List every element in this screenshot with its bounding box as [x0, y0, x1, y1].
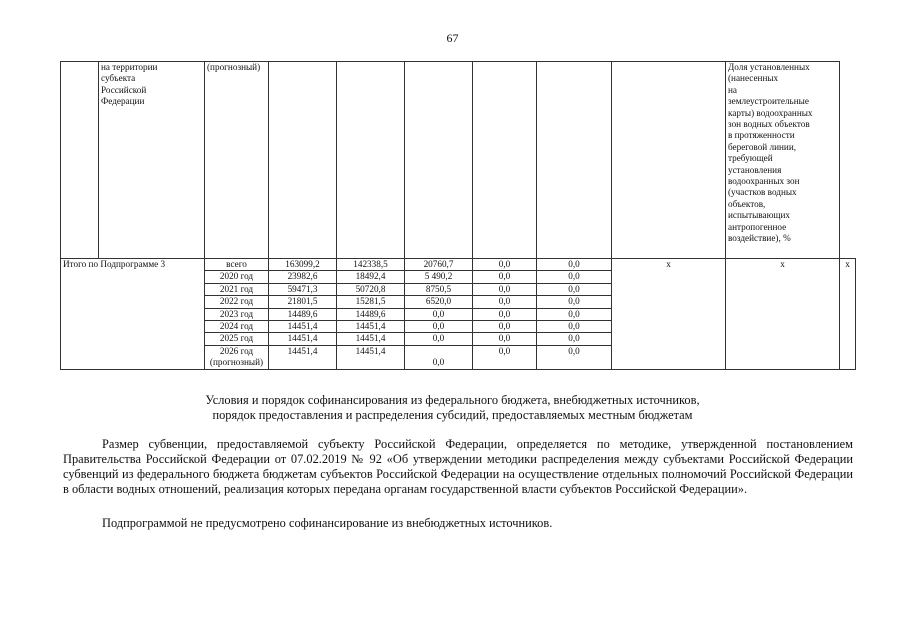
- value-cell: 15281,5: [337, 296, 405, 308]
- table-cell: [337, 62, 405, 259]
- text-line: (участков водных: [728, 187, 797, 198]
- section-heading: [0, 393, 905, 423]
- text-line: испытывающих: [728, 210, 791, 221]
- text-line: водоохранных зон: [728, 176, 800, 187]
- period-cell: 2025 год: [205, 333, 269, 345]
- text-line: субъекта: [101, 73, 136, 84]
- value-cell: 0,0: [537, 345, 612, 369]
- value-cell: 59471,3: [269, 283, 337, 295]
- value-cell: 50720,8: [337, 283, 405, 295]
- value-cell: 0,0: [473, 259, 537, 271]
- value-cell: 0,0: [405, 345, 473, 369]
- text-line: на территории: [101, 62, 158, 72]
- table-row-continued: [61, 62, 856, 259]
- subprogram-budget-table: [60, 61, 856, 370]
- text-line: воздействие), %: [728, 233, 791, 244]
- text-line: Российской: [101, 84, 147, 95]
- text-line: зон водных объектов: [728, 119, 810, 130]
- value-cell: 0,0: [473, 333, 537, 345]
- value-cell: 0,0: [473, 296, 537, 308]
- x-mark-cell: х: [726, 259, 840, 370]
- text-line: карты) водоохранных: [728, 107, 813, 118]
- value-cell: 14451,4: [269, 321, 337, 333]
- period-cell: 2022 год: [205, 296, 269, 308]
- value-cell: 0,0: [537, 296, 612, 308]
- period-cell: 2020 год: [205, 271, 269, 283]
- value-cell: 0,0: [473, 345, 537, 369]
- indicator-cell: [726, 62, 840, 259]
- value-cell: 142338,5: [337, 259, 405, 271]
- period-cell: всего: [205, 259, 269, 271]
- region-label-cell: [99, 62, 205, 259]
- value-cell: 0,0: [405, 321, 473, 333]
- text-line: антропогенное: [728, 221, 787, 232]
- value-cell: 6520,0: [405, 296, 473, 308]
- value-cell: 0,0: [473, 308, 537, 320]
- value-cell: 18492,4: [337, 271, 405, 283]
- x-mark-cell: х: [840, 259, 856, 370]
- text-line: (прогнозный): [209, 357, 264, 368]
- text-line: Доля установленных: [728, 62, 810, 72]
- value-cell: 14451,4: [269, 333, 337, 345]
- text-line: в протяженности: [728, 130, 795, 141]
- value-cell: 20760,7: [405, 259, 473, 271]
- value-cell: 23982,6: [269, 271, 337, 283]
- paragraph-cofinancing: Подпрограммой не предусмотрено софинансирование из внебюджетных источников.: [102, 516, 553, 530]
- text-line: установления: [728, 164, 782, 175]
- period-cell: 2024 год: [205, 321, 269, 333]
- value-cell: 21801,5: [269, 296, 337, 308]
- value-cell: 0,0: [405, 333, 473, 345]
- table-cell: [269, 62, 337, 259]
- text-line: береговой линии,: [728, 141, 797, 152]
- text-line: (нанесенных: [728, 73, 779, 84]
- value-cell: 14489,6: [337, 308, 405, 320]
- text-line: требующей: [728, 153, 773, 164]
- paragraph-subvention: Размер субвенции, предоставляемой субъекту Российской Федерации, определяется по методике, утвержденной постановлением Правительства Российской Федерации от 07.02.2019 № 92 «Об утверждении методики распределения между субъектами Российской Федерации субвенций из федерального бюджета бюджетам субъектов Российской Федерации на осуществление отдельных полномочий Российской Федерации в области водных отношений, реализация которых передана органам государственной власти субъектов Российской Федерации».: [63, 437, 853, 496]
- value-cell: 0,0: [537, 271, 612, 283]
- value-cell: 0,0: [405, 308, 473, 320]
- heading-line: Условия и порядок софинансирования из федерального бюджета, внебюджетных источников,: [205, 393, 700, 407]
- value-cell: 0,0: [473, 271, 537, 283]
- value-cell: 0,0: [537, 333, 612, 345]
- value-cell: 14451,4: [337, 333, 405, 345]
- value-cell: 14489,6: [269, 308, 337, 320]
- table-cell: [405, 62, 473, 259]
- table-cell: [612, 62, 726, 259]
- value-cell: 0,0: [473, 321, 537, 333]
- table-row-total: [61, 259, 856, 271]
- value-cell: 0,0: [473, 283, 537, 295]
- text-line: 2026 год: [219, 345, 254, 356]
- table-cell: [473, 62, 537, 259]
- text-line: объектов,: [728, 198, 766, 209]
- text-line: Федерации: [101, 96, 145, 107]
- text-line: на: [728, 84, 737, 95]
- period-cell: (прогнозный): [205, 62, 269, 259]
- total-label-cell: Итого по Подпрограмме 3: [61, 259, 205, 370]
- table-cell: [61, 62, 99, 259]
- value-cell: 14451,4: [337, 321, 405, 333]
- value-cell: 5 490,2: [405, 271, 473, 283]
- value-cell: 0,0: [537, 321, 612, 333]
- heading-line: порядок предоставления и распределения субсидий, предоставляемых местным бюджетам: [212, 408, 693, 422]
- period-cell: 2021 год: [205, 283, 269, 295]
- value-cell: 0,0: [537, 259, 612, 271]
- text-line: землеустроительные: [728, 96, 809, 107]
- value-cell: 14451,4: [337, 345, 405, 369]
- page-number: 67: [446, 31, 459, 45]
- x-mark-cell: х: [612, 259, 726, 370]
- value-cell: 8750,5: [405, 283, 473, 295]
- period-cell: 2023 год: [205, 308, 269, 320]
- value-cell: 0,0: [537, 308, 612, 320]
- value-cell: 0,0: [537, 283, 612, 295]
- value-cell: 14451,4: [269, 345, 337, 369]
- table-cell: [537, 62, 612, 259]
- period-cell: [205, 345, 269, 369]
- value-cell: 163099,2: [269, 259, 337, 271]
